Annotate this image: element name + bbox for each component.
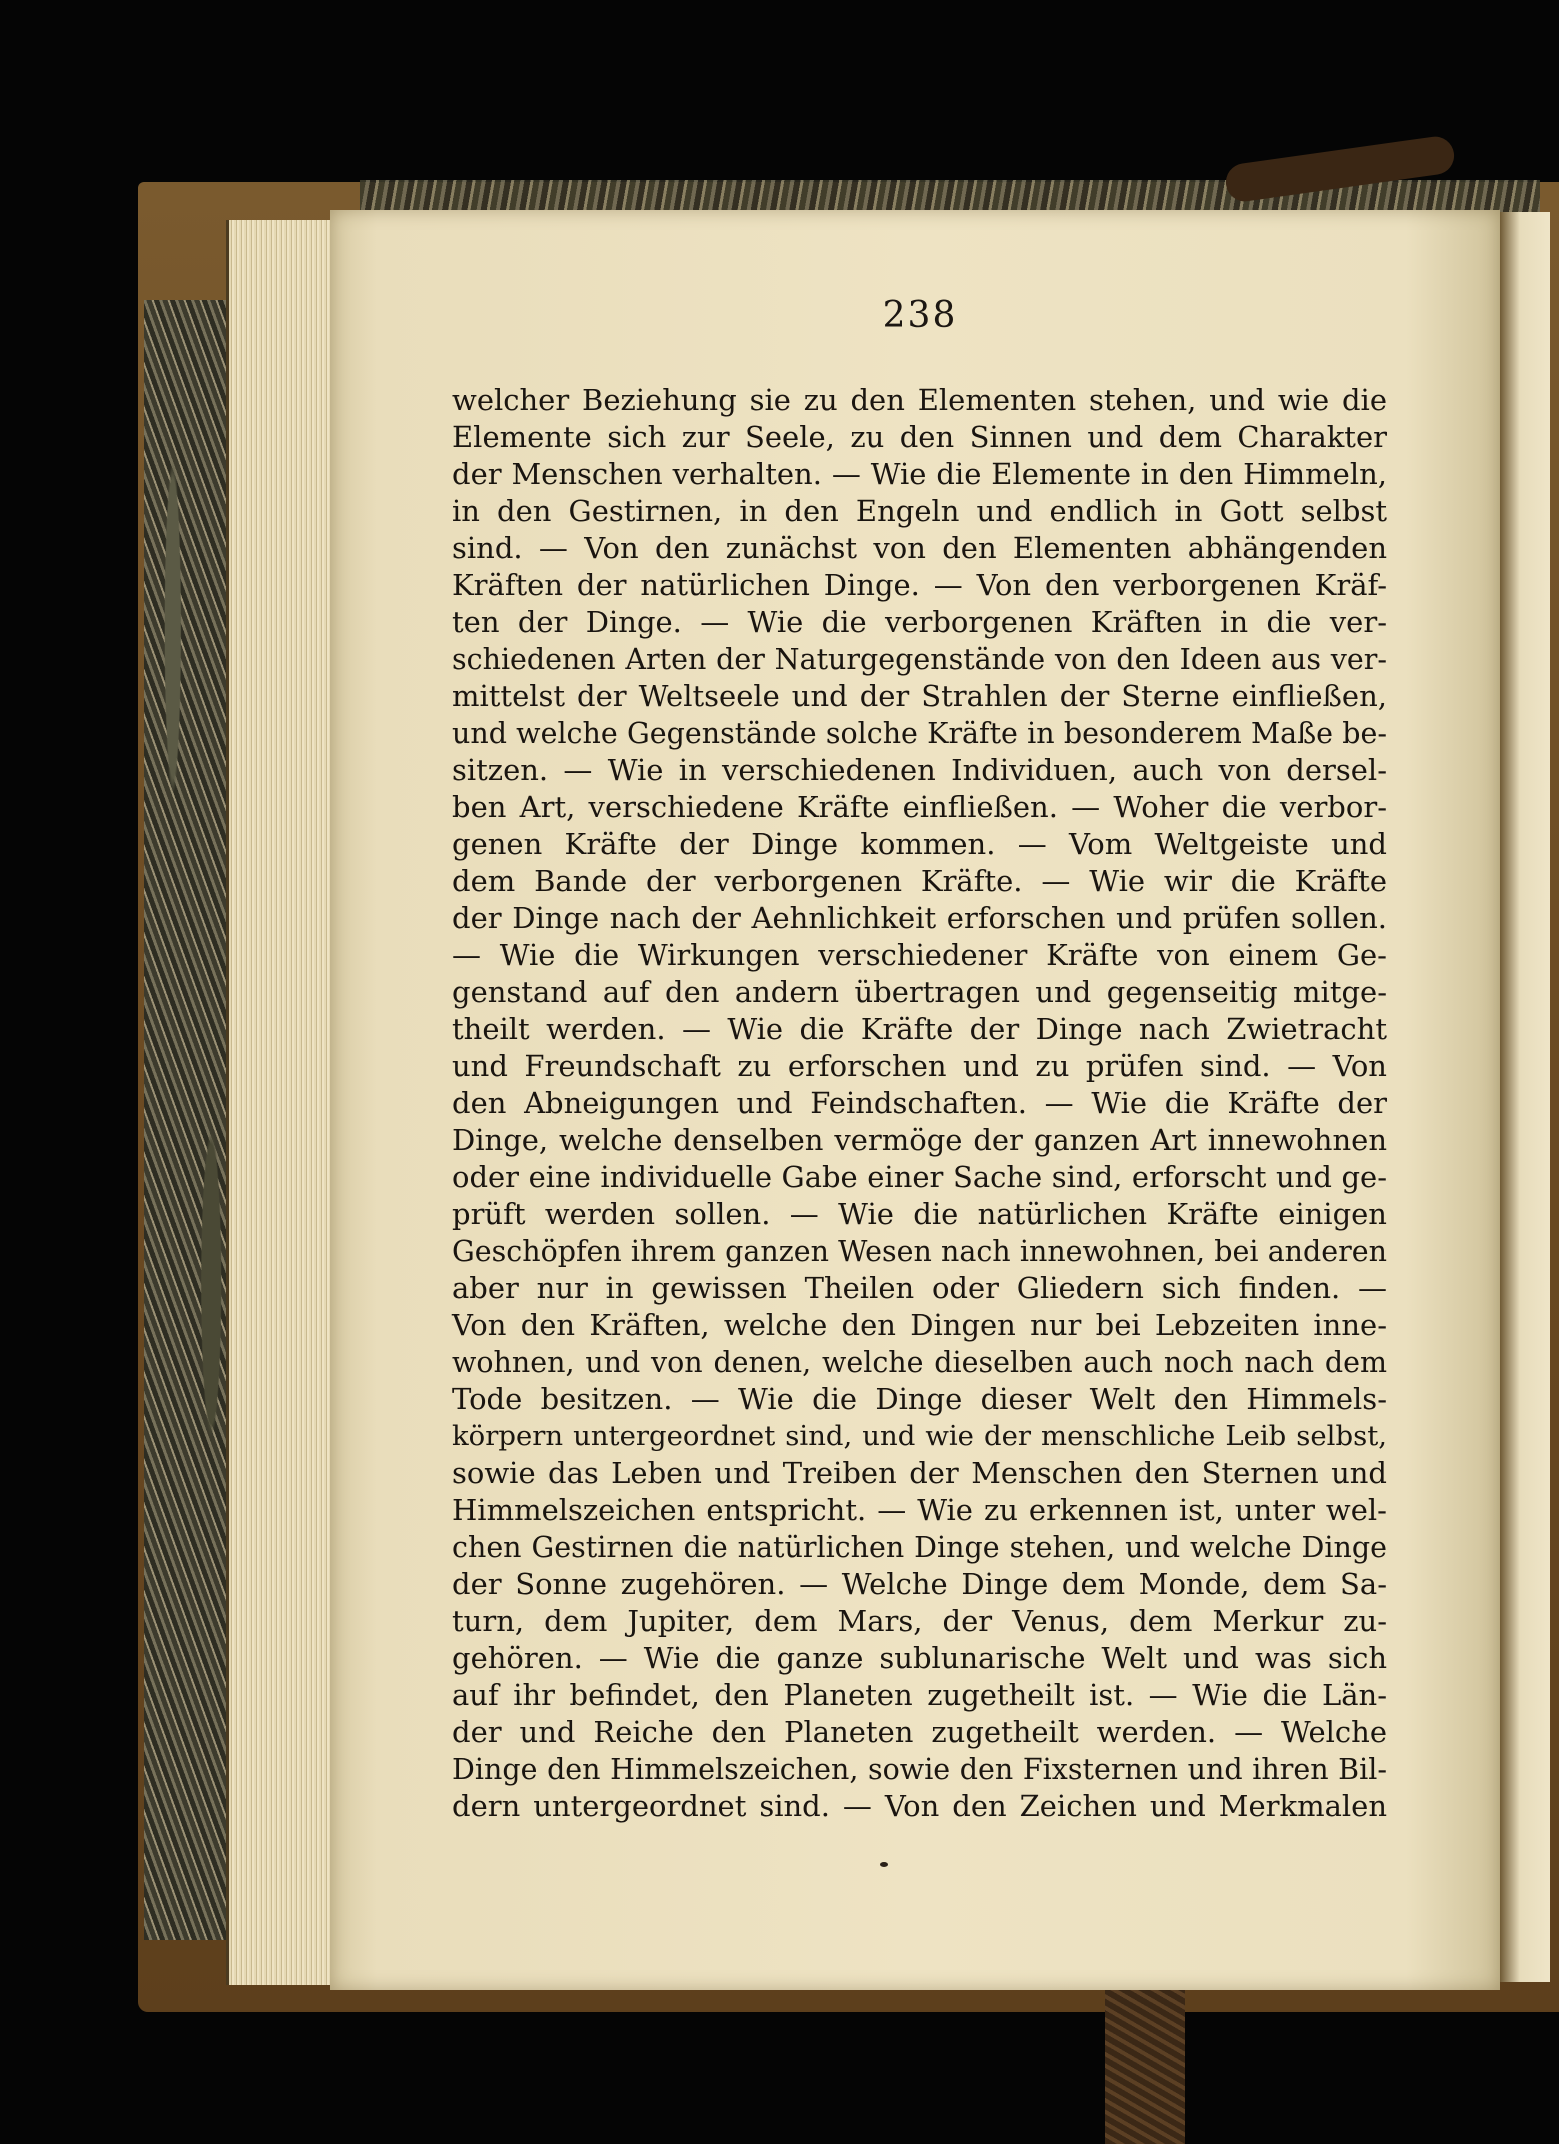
text-line: ten der Dinge. — Wie die verborgenen Kräften in die ver- xyxy=(452,605,1387,639)
text-line: Elemente sich zur Seele, zu den Sinnen und dem Charakter xyxy=(452,420,1387,454)
text-line: der und Reiche den Planeten zugetheilt werden. — Welche xyxy=(452,1715,1387,1749)
text-line: wohnen, und von denen, welche dieselben auch noch nach dem xyxy=(452,1346,1387,1379)
page-edges xyxy=(226,220,337,1985)
text-line: auf ihr befindet, den Planeten zugetheilt ist. — Wie die Län- xyxy=(452,1678,1387,1712)
text-line: genen Kräfte der Dinge kommen. — Vom Weltgeiste und xyxy=(452,827,1387,861)
text-line: in den Gestirnen, in den Engeln und endlich in Gott selbst xyxy=(452,494,1387,528)
text-line: Von den Kräften, welche den Dingen nur bei Lebzeiten inne- xyxy=(452,1308,1387,1342)
text-line: welcher Beziehung sie zu den Elementen stehen, und wie die xyxy=(452,383,1387,417)
text-line: schiedenen Arten der Naturgegenstände von den Ideen aus ver- xyxy=(452,643,1387,676)
facing-page-edge xyxy=(1500,212,1550,1982)
text-line: der Dinge nach der Aehnlichkeit erforschen und prüfen sollen. xyxy=(452,901,1387,935)
text-line: Geschöpfen ihrem ganzen Wesen nach innewohnen, bei anderen xyxy=(452,1235,1387,1268)
text-line: mittelst der Weltseele und der Strahlen der Sterne einfließen, xyxy=(452,679,1387,713)
text-line: genstand auf den andern übertragen und gegenseitig mitge- xyxy=(452,975,1387,1009)
text-line: ben Art, verschiedene Kräfte einfließen. — Woher die verbor- xyxy=(452,790,1387,824)
text-line: sowie das Leben und Treiben der Menschen den Sternen und xyxy=(452,1456,1387,1490)
text-line: Tode besitzen. — Wie die Dinge dieser Welt den Himmels- xyxy=(452,1382,1387,1416)
text-line: dern untergeordnet sind. — Von den Zeichen und Merkmalen xyxy=(452,1789,1387,1823)
text-line: Dinge, welche denselben vermöge der ganzen Art innewohnen xyxy=(452,1123,1387,1157)
page-number: 238 xyxy=(882,295,958,336)
text-line: turn, dem Jupiter, dem Mars, der Venus, dem Merkur zu- xyxy=(452,1604,1387,1638)
text-line: den Abneigungen und Feindschaften. — Wie die Kräfte der xyxy=(452,1086,1387,1120)
text-line: theilt werden. — Wie die Kräfte der Dinge nach Zwietracht xyxy=(452,1012,1387,1046)
text-line: sind. — Von den zunächst von den Elementen abhängenden xyxy=(452,531,1387,565)
text-line: dem Bande der verborgenen Kräfte. — Wie wir die Kräfte xyxy=(452,864,1387,898)
text-line: gehören. — Wie die ganze sublunarische Welt und was sich xyxy=(452,1641,1387,1675)
ink-speck xyxy=(880,1862,888,1867)
text-line: chen Gestirnen die natürlichen Dinge stehen, und welche Dinge xyxy=(452,1531,1387,1564)
text-line: prüft werden sollen. — Wie die natürlichen Kräfte einigen xyxy=(452,1197,1387,1231)
text-line: Himmelszeichen entspricht. — Wie zu erkennen ist, unter wel- xyxy=(452,1493,1387,1527)
text-line: körpern untergeordnet sind, und wie der menschliche Leib selbst, xyxy=(452,1420,1387,1452)
bookmark-ribbon-bottom xyxy=(1105,1990,1185,2144)
text-line: Kräften der natürlichen Dinge. — Von den verborgenen Kräf- xyxy=(452,568,1387,602)
text-line: der Sonne zugehören. — Welche Dinge dem Monde, dem Sa- xyxy=(452,1567,1387,1601)
text-line: und welche Gegenstände solche Kräfte in besonderem Maße be- xyxy=(452,717,1387,750)
page-text xyxy=(452,382,1387,1825)
text-line: sitzen. — Wie in verschiedenen Individuen, auch von dersel- xyxy=(452,753,1387,787)
text-line: oder eine individuelle Gabe einer Sache sind, erforscht und ge- xyxy=(452,1160,1387,1194)
text-line: aber nur in gewissen Theilen oder Gliedern sich finden. — xyxy=(452,1271,1387,1305)
text-line: und Freundschaft zu erforschen und zu prüfen sind. — Von xyxy=(452,1049,1387,1083)
text-line: — Wie die Wirkungen verschiedener Kräfte von einem Ge- xyxy=(452,938,1387,972)
text-line: Dinge den Himmelszeichen, sowie den Fixsternen und ihren Bil- xyxy=(452,1753,1387,1786)
text-line: der Menschen verhalten. — Wie die Elemente in den Himmeln, xyxy=(452,457,1387,491)
